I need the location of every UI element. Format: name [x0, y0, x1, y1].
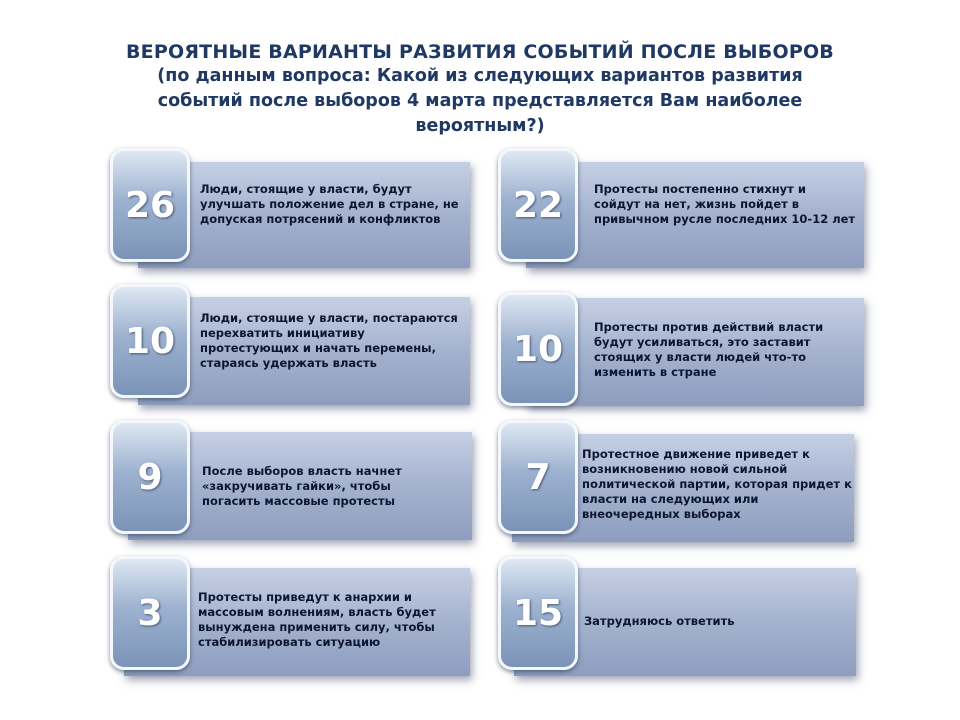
- title-line-3: событий после выборов 4 марта представляется Вам наиболее: [157, 91, 803, 111]
- percent-badge: [110, 284, 190, 398]
- percent-value: 10: [512, 328, 564, 370]
- percent-value: 9: [137, 456, 163, 498]
- percent-value: 7: [525, 456, 551, 498]
- answer-text: Люди, стоящие у власти, будут улучшать положение дел в стране, не допуская потрясений и конфликтов: [200, 182, 459, 226]
- percent-value: 15: [512, 592, 564, 634]
- percent-badge: [498, 148, 578, 262]
- percent-value: 10: [124, 320, 176, 362]
- title-line-4: вероятным?): [415, 116, 545, 136]
- percent-value: 3: [137, 592, 163, 634]
- answer-text: Протесты против действий власти будут усиливаться, это заставит стоящих у власти людей что-то изменить в стране: [594, 320, 824, 379]
- percent-badge: [498, 292, 578, 406]
- answer-text: Протесты приведут к анархии и массовым волнениям, власть будет вынуждена применить силу, чтобы стабилизировать ситуацию: [198, 590, 436, 649]
- answer-text: Протестное движение приведет к возникновению новой сильной политической партии, которая придет к власти на следующих или внеочередных выборах: [582, 447, 852, 521]
- page-title: [60, 40, 900, 139]
- percent-badge: [498, 420, 578, 534]
- percent-badge: [498, 556, 578, 670]
- title-line-2: (по данным вопроса: Какой из следующих вариантов развития: [157, 66, 803, 86]
- answer-text: Затрудняюсь ответить: [584, 614, 735, 628]
- answer-text: Протесты постепенно стихнут и сойдут на нет, жизнь пойдет в привычном русле последних 10-12 лет: [594, 182, 856, 226]
- percent-value: 26: [124, 184, 176, 226]
- percent-badge: [110, 556, 190, 670]
- percent-value: 22: [512, 184, 564, 226]
- percent-badge: [110, 420, 190, 534]
- answer-text: После выборов власть начнет «закручивать гайки», чтобы погасить массовые протесты: [202, 464, 402, 508]
- answer-text: Люди, стоящие у власти, постараются перехватить инициативу протестующих и начать перемены, стараясь удержать власть: [200, 311, 458, 370]
- percent-badge: [110, 148, 190, 262]
- title-line-1: ВЕРОЯТНЫЕ ВАРИАНТЫ РАЗВИТИЯ СОБЫТИЙ ПОСЛЕ ВЫБОРОВ: [126, 41, 834, 63]
